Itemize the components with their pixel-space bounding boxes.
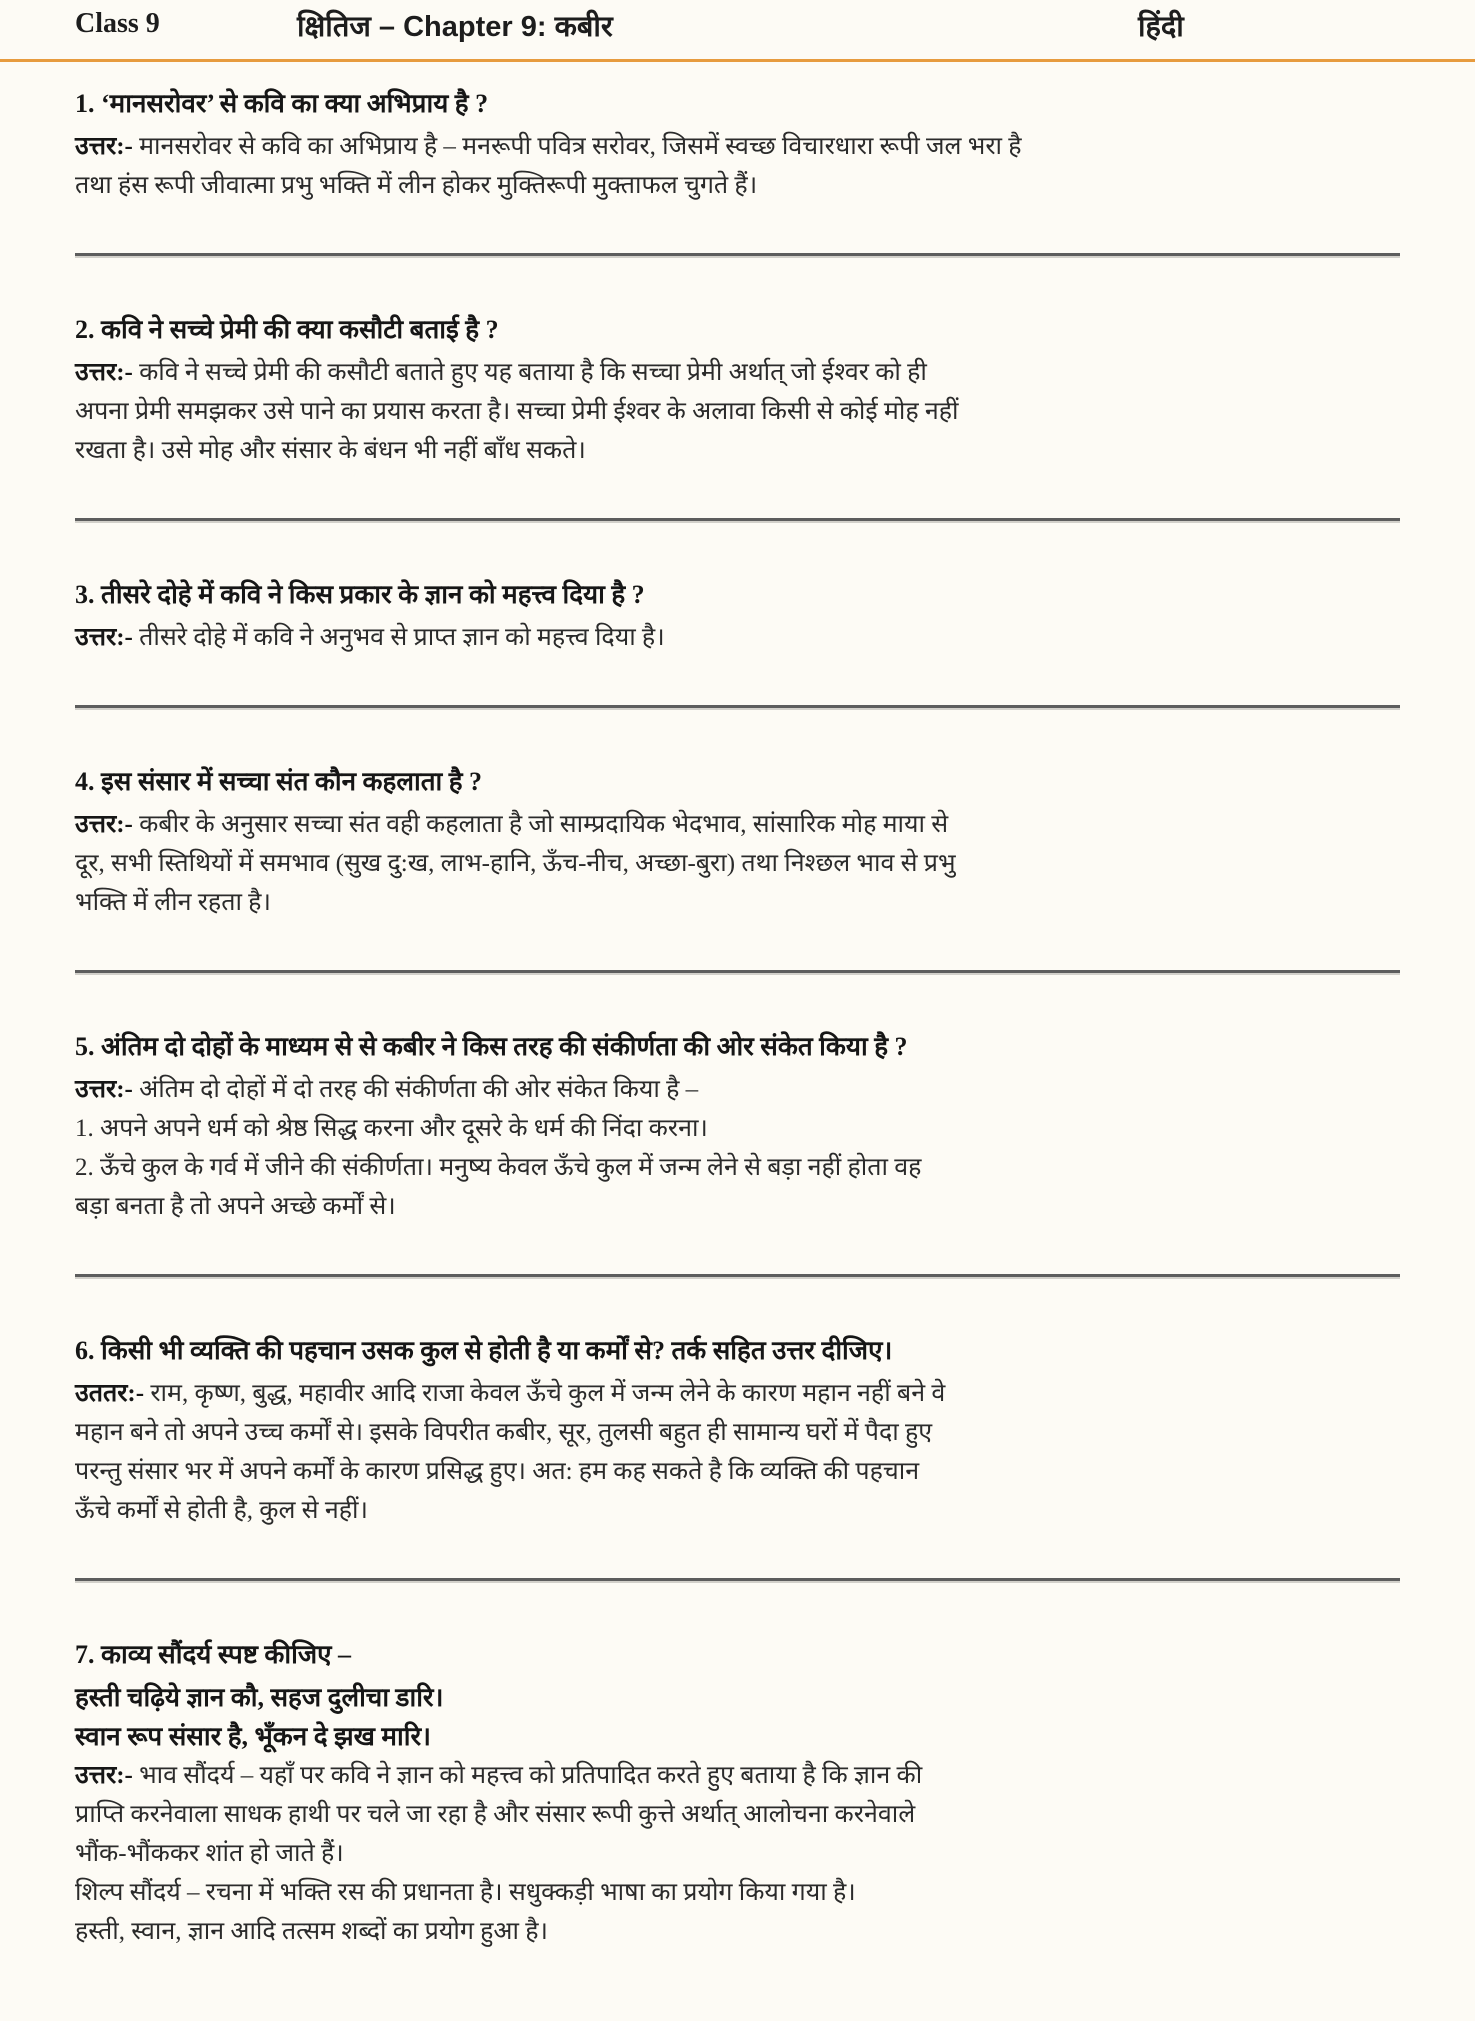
question-heading: 4. इस संसार में सच्चा संत कौन कहलाता है ?	[75, 767, 483, 796]
answer-label: उत्तर:-	[75, 1762, 133, 1789]
answer-text: राम, कृष्ण, बुद्ध, महावीर आदि राजा केवल ऊँचे कुल में जन्म लेने के कारण महान नहीं बने वे	[150, 1380, 946, 1407]
section-divider	[75, 705, 1400, 710]
subject-label: हिंदी	[1138, 11, 1184, 43]
section-divider	[75, 1274, 1400, 1279]
qa-content	[0, 62, 1475, 1981]
question-heading: 6. किसी भी व्यक्ति की पहचान उसक कुल से होती है या कर्मों से? तर्क सहित उत्तर दीजिए।	[75, 1336, 893, 1365]
qa-block-7	[75, 1635, 1400, 1951]
question-heading: 2. कवि ने सच्चे प्रेमी की क्या कसौटी बताई है ?	[75, 315, 499, 344]
section-divider	[75, 518, 1400, 523]
answer-line	[75, 1756, 1400, 1795]
answer-line: अपना प्रेमी समझकर उसे पाने का प्रयास करता है। सच्चा प्रेमी ईश्वर के अलावा किसी से कोई मोह नहीं	[75, 398, 959, 425]
qa-block-2	[75, 310, 1400, 470]
answer-line	[75, 1374, 1400, 1413]
answer-text: कबीर के अनुसार सच्चा संत वही कहलाता है जो साम्प्रदायिक भेदभाव, सांसारिक मोह माया से	[139, 811, 949, 838]
class-label: Class 9	[75, 8, 160, 39]
answer-line: तथा हंस रूपी जीवात्मा प्रभु भक्ति में लीन होकर मुक्तिरूपी मुक्ताफल चुगते हैं।	[75, 172, 758, 199]
answer-line: 2. ऊँचे कुल के गर्व में जीने की संकीर्णता। मनुष्य केवल ऊँचे कुल में जन्म लेने से बड़ा नहीं होता वह	[75, 1154, 922, 1181]
question-heading: 7. काव्य सौंदर्य स्पष्ट कीजिए –	[75, 1640, 352, 1669]
answer-text: भाव सौंदर्य – यहाँ पर कवि ने ज्ञान को महत्त्व को प्रतिपादित करते हुए बताया है कि ज्ञान की	[139, 1762, 923, 1789]
qa-block-3	[75, 575, 1400, 657]
answer-line: हस्ती, स्वान, ज्ञान आदि तत्सम शब्दों का प्रयोग हुआ है।	[75, 1918, 548, 1945]
answer-line: भक्ति में लीन रहता है।	[75, 889, 271, 916]
verse-line: स्वान रूप संसार है, भूँकन दे झख मारि।	[75, 1722, 431, 1751]
chapter-title: क्षितिज – Chapter 9: कबीर	[297, 11, 613, 43]
qa-block-6	[75, 1331, 1400, 1530]
answer-line: परन्तु संसार भर में अपने कर्मों के कारण प्रसिद्ध हुए। अत: हम कह सकते है कि व्यक्ति की पहचान	[75, 1458, 920, 1485]
page-header	[0, 0, 1475, 59]
answer-line	[75, 618, 1400, 657]
answer-line: बड़ा बनता है तो अपने अच्छे कर्मों से।	[75, 1193, 396, 1220]
answer-line	[75, 1070, 1400, 1109]
answer-text: मानसरोवर से कवि का अभिप्राय है – मनरूपी पवित्र सरोवर, जिसमें स्वच्छ विचारधारा रूपी जल भरा है	[139, 133, 1022, 160]
answer-line	[75, 805, 1400, 844]
answer-line: भौंक-भौंककर शांत हो जाते हैं।	[75, 1840, 344, 1867]
answer-line: रखता है। उसे मोह और संसार के बंधन भी नहीं बाँध सकते।	[75, 437, 586, 464]
section-divider	[75, 1578, 1400, 1583]
answer-line: शिल्प सौंदर्य – रचना में भक्ति रस की प्रधानता है। सधुक्कड़ी भाषा का प्रयोग किया गया है।	[75, 1879, 856, 1906]
answer-line: ऊँचे कर्मों से होती है, कुल से नहीं।	[75, 1497, 368, 1524]
answer-label: उत्तर:-	[75, 811, 133, 838]
qa-block-5	[75, 1027, 1400, 1226]
answer-line: 1. अपने अपने धर्म को श्रेष्ठ सिद्ध करना और दूसरे के धर्म की निंदा करना।	[75, 1115, 708, 1142]
answer-label: उत्तर:-	[75, 359, 133, 386]
answer-text: अंतिम दो दोहों में दो तरह की संकीर्णता की ओर संकेत किया है –	[139, 1076, 699, 1103]
qa-block-4	[75, 762, 1400, 922]
answer-label: उत्तर:-	[75, 1076, 133, 1103]
answer-label: उत्तर:-	[75, 133, 133, 160]
answer-label: उततर:-	[75, 1380, 145, 1407]
answer-text: तीसरे दोहे में कवि ने अनुभव से प्राप्त ज्ञान को महत्त्व दिया है।	[139, 624, 665, 651]
answer-line: दूर, सभी स्तिथियों में समभाव (सुख दु:ख, लाभ-हानि, ऊँच-नीच, अच्छा-बुरा) तथा निश्छल भाव से प्रभु	[75, 850, 956, 877]
verse-line: हस्ती चढ़िये ज्ञान कौ, सहज दुलीचा डारि।	[75, 1683, 444, 1712]
answer-label: उत्तर:-	[75, 624, 133, 651]
question-heading: 3. तीसरे दोहे में कवि ने किस प्रकार के ज्ञान को महत्त्व दिया है ?	[75, 580, 645, 609]
qa-block-1	[75, 84, 1400, 205]
section-divider	[75, 253, 1400, 258]
question-heading: 1. ‘मानसरोवर’ से कवि का क्या अभिप्राय है ?	[75, 89, 489, 118]
answer-line	[75, 127, 1400, 166]
section-divider	[75, 970, 1400, 975]
question-heading: 5. अंतिम दो दोहों के माध्यम से से कबीर ने किस तरह की संकीर्णता की ओर संकेत किया है ?	[75, 1032, 908, 1061]
answer-line: महान बने तो अपने उच्च कर्मों से। इसके विपरीत कबीर, सूर, तुलसी बहुत ही सामान्य घरों में पैदा हुए	[75, 1419, 933, 1446]
answer-line: प्राप्ति करनेवाला साधक हाथी पर चले जा रहा है और संसार रूपी कुत्ते अर्थात् आलोचना करनेवाले	[75, 1801, 916, 1828]
answer-text: कवि ने सच्चे प्रेमी की कसौटी बताते हुए यह बताया है कि सच्चा प्रेमी अर्थात् जो ईश्वर को ही	[139, 359, 927, 386]
answer-line	[75, 353, 1400, 392]
